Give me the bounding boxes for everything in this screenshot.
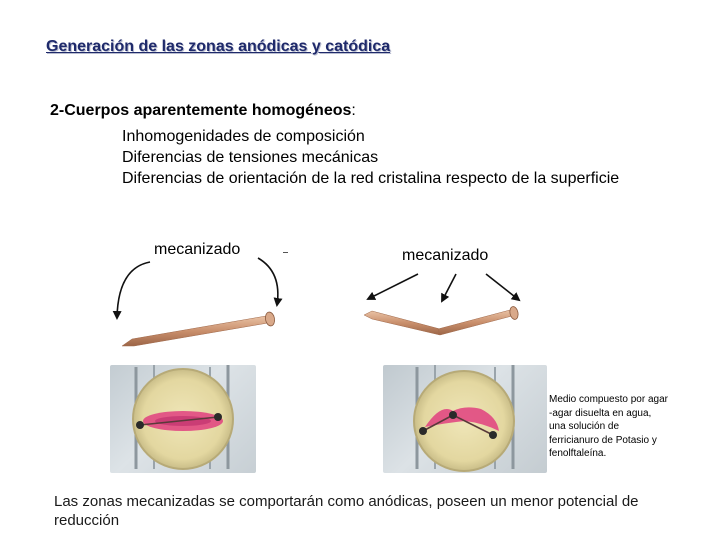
arrow-to-tip (368, 274, 418, 299)
section-heading-suffix: : (351, 102, 356, 119)
straight-nail (122, 311, 276, 346)
medium-description-line: fenolftaleína. (549, 448, 607, 459)
medium-description-line: ferricianuro de Potasio y (549, 434, 657, 446)
arrow-to-bend (442, 274, 456, 301)
arrow-to-head (486, 274, 519, 300)
section-heading-bold: 2-Cuerpos aparentemente homogéneos (50, 102, 352, 119)
slide-title: Generación de las zonas anódicas y catódica (46, 38, 391, 55)
medium-description-line: una solución de (549, 421, 620, 432)
arrow-to-tip (117, 262, 150, 318)
medium-description (549, 393, 699, 461)
agar-photo-bent (383, 365, 547, 473)
cause-item: Inhomogenidades de composición (122, 128, 365, 145)
conclusion-text: Las zonas mecanizadas se comportarán como anódicas, poseen un menor potencial de reducción (54, 493, 639, 529)
arrow-to-head (258, 258, 278, 305)
cause-item: Diferencias de orientación de la red cristalina respecto de la superficie (122, 170, 620, 187)
cause-item: Diferencias de tensiones mecánicas (122, 149, 379, 166)
machined-label-left: mecanizado (154, 241, 241, 258)
bent-nail (364, 306, 519, 335)
machined-label-right: mecanizado (402, 247, 489, 264)
medium-description-line: Medio compuesto por agar (549, 394, 668, 405)
medium-description-line: -agar disuelta en agua, (549, 407, 652, 419)
agar-photo-straight (110, 365, 256, 473)
